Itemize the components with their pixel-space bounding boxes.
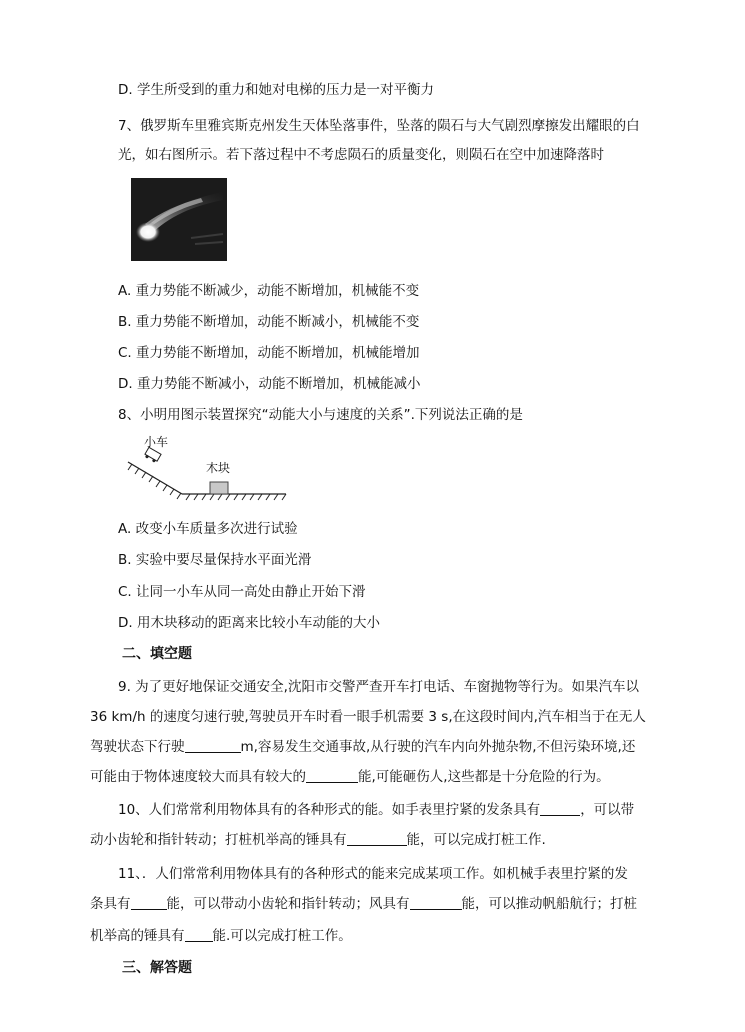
q7-stem-line2: 光，如右图所示。若下落过程中不考虑陨石的质量变化，则陨石在空中加速降落时	[118, 147, 604, 163]
q9-line1: 9. 为了更好地保证交通安全,沈阳市交警严查开车打电话、车窗抛物等行为。如果汽车以	[118, 679, 639, 695]
section-3-title: 三、解答题	[122, 960, 192, 976]
wooden-block	[210, 482, 228, 494]
q10-line2-text-b: 能，可以完成打桩工作.	[406, 832, 546, 848]
q8-option-d: D. 用木块移动的距离来比较小车动能的大小	[118, 615, 380, 631]
q10-line1	[118, 800, 634, 820]
q11-blank-1[interactable]	[131, 895, 167, 910]
q7-option-d: D. 重力势能不断减小，动能不断增加，机械能减小	[118, 376, 421, 392]
q11-line3-text-a: 机举高的锤具有	[90, 928, 185, 944]
q9-line4	[90, 767, 610, 787]
q9-blank-energy[interactable]	[306, 768, 358, 783]
q8-option-a: A. 改变小车质量多次进行试验	[118, 521, 298, 537]
q11-line1: 11、．人们常常利用物体具有的各种形式的能来完成某项工作。如机械手表里拧紧的发	[118, 866, 628, 882]
q9-line3-text-a: 驾驶状态下行驶	[90, 739, 185, 755]
q10-blank-2[interactable]	[347, 831, 407, 846]
meteor-illustration	[131, 178, 227, 261]
q9-line3	[90, 737, 635, 757]
q8-option-c: C. 让同一小车从同一高处由静止开始下滑	[118, 584, 366, 600]
q9-blank-distance[interactable]	[185, 738, 241, 753]
q11-line2-text-b: 能，可以带动小齿轮和指针转动；风具有	[166, 896, 410, 912]
block-label: 木块	[206, 461, 231, 475]
q9-line4-text-b: 能,可能砸伤人,这些都是十分危险的行为。	[358, 769, 610, 785]
q10-line2-text-a: 动小齿轮和指针转动；打桩机举高的锤具有	[90, 832, 347, 848]
q10-blank-1[interactable]	[540, 801, 580, 816]
q11-line2-text-c: 能，可以推动帆船航行；打桩	[461, 896, 637, 912]
q8-stem: 8、小明用图示装置探究“动能大小与速度的关系”.下列说法正确的是	[118, 407, 523, 423]
q7-stem-line1: 7、俄罗斯车里雅宾斯克州发生天体坠落事件，坠落的陨石与大气剧烈摩擦发出耀眼的白	[118, 118, 640, 134]
q11-blank-2[interactable]	[410, 895, 462, 910]
q11-line3-text-b: 能.可以完成打桩工作。	[212, 928, 352, 944]
q7-option-a: A. 重力势能不断减少，动能不断增加，机械能不变	[118, 283, 420, 299]
q9-line2: 36 km/h 的速度匀速行驶,驾驶员开车时看一眼手机需要 3 s,在这段时间内,汽车相当于在无人	[90, 709, 646, 725]
q11-line2	[90, 894, 637, 914]
cart-label: 小车	[144, 435, 169, 449]
q10-line1-text-b: ，可以带	[580, 802, 635, 818]
q10-line2	[90, 830, 546, 850]
q11-line3	[90, 926, 352, 946]
q7-option-b: B. 重力势能不断增加，动能不断减小，机械能不变	[118, 314, 420, 330]
q11-line2-text-a: 条具有	[90, 896, 131, 912]
section-2-title: 二、填空题	[122, 646, 192, 662]
q9-line3-text-b: m,容易发生交通事故,从行驶的汽车内向外抛杂物,不但污染环境,还	[240, 739, 636, 755]
q6-option-d: D. 学生所受到的重力和她对电梯的压力是一对平衡力	[118, 82, 434, 98]
q11-blank-3[interactable]	[185, 927, 213, 942]
q8-option-b: B. 实验中要尽量保持水平面光滑	[118, 552, 312, 568]
q7-option-c: C. 重力势能不断增加，动能不断增加，机械能增加	[118, 345, 420, 361]
q9-line4-text-a: 可能由于物体速度较大而具有较大的	[90, 769, 306, 785]
meteor-photo	[131, 178, 227, 261]
cart	[144, 447, 161, 463]
q10-line1-text-a: 10、人们常常利用物体具有的各种形式的能。如手表里拧紧的发条具有	[118, 802, 541, 818]
incline-experiment-figure	[124, 434, 289, 506]
